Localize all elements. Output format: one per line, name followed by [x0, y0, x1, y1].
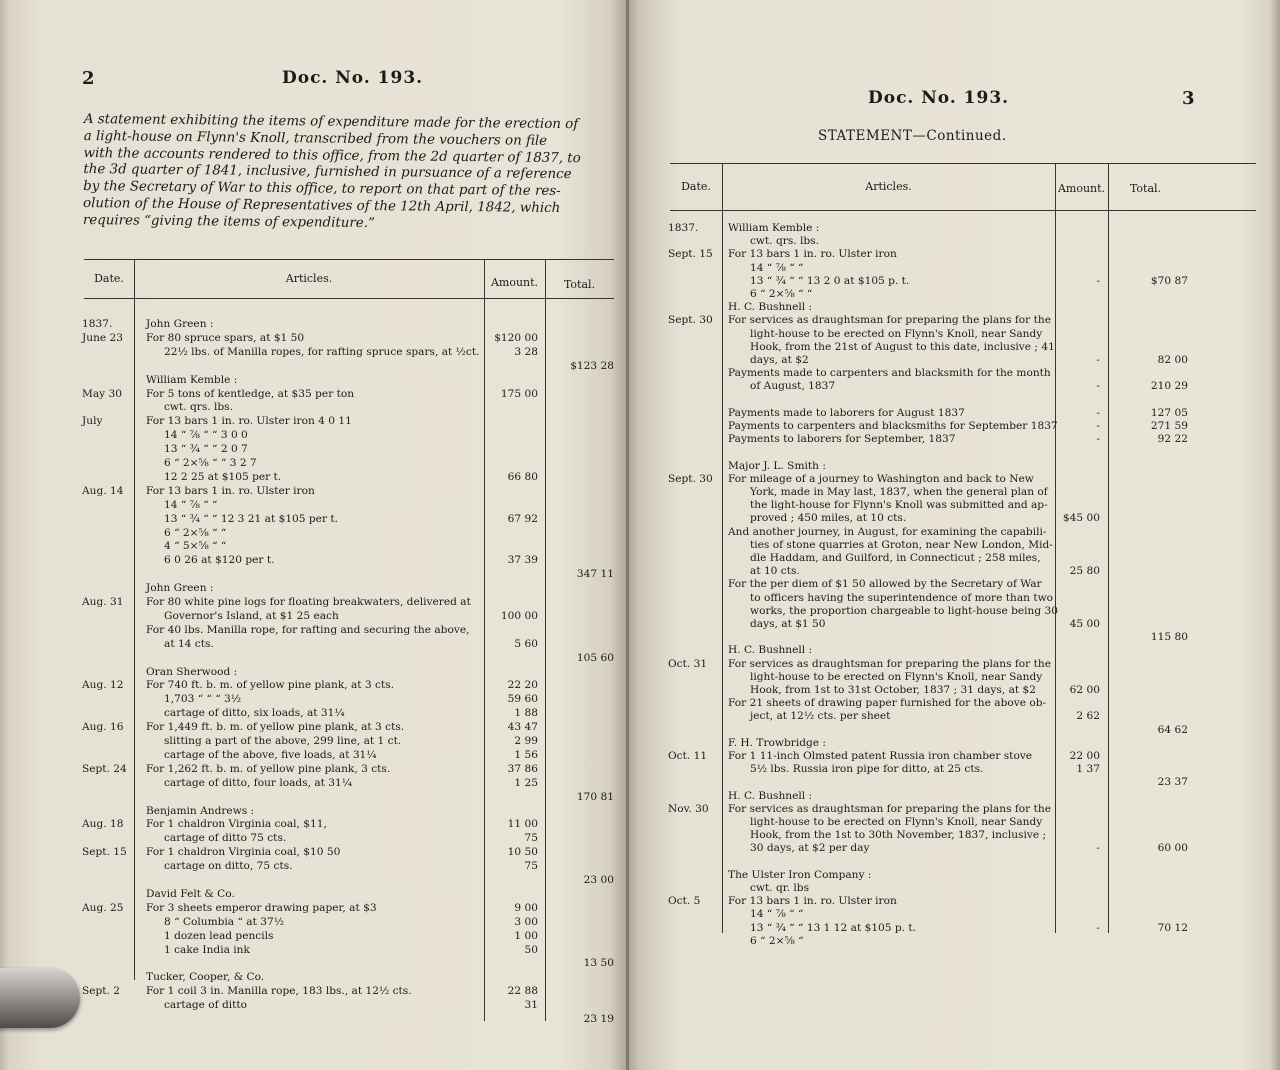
ledger-amount: 25 80: [1069, 565, 1100, 578]
ledger-article: For 13 bars 1 in. ro. Ulster iron: [146, 484, 315, 497]
ledger-article: cartage of ditto, six loads, at 31¼: [164, 707, 345, 720]
ledger-amount: 1 56: [514, 748, 538, 761]
spine-gutter: [626, 0, 629, 1070]
ledger-amount: 75: [524, 860, 538, 873]
ledger-amount: -: [1096, 420, 1100, 432]
ledger-article: cartage on ditto, 75 cts.: [164, 860, 293, 873]
ledger-article: dle Haddam, and Guilford, in Connecticut ; 258 miles,: [750, 552, 1041, 564]
ledger-amount: 22 88: [507, 985, 538, 998]
ledger-article: John Green :: [146, 582, 214, 595]
ledger-total: $123 28: [570, 359, 614, 372]
ledger-amount: 22 00: [1069, 750, 1100, 762]
intro-line: with the accounts rendered to this office, from the 2d quarter of 1837, to: [83, 145, 581, 166]
ledger-article: 1,703 “ “ “ 3½: [164, 693, 242, 706]
ledger-article: For 5 tons of kentledge, at $35 per ton: [146, 387, 355, 400]
ledger-date: Sept. 24: [82, 762, 127, 775]
ledger-article: For 21 sheets of drawing paper furnished for the above ob-: [728, 697, 1047, 710]
ledger-article: 6 “ 2×⅝ “ “ 3 2 7: [164, 457, 257, 469]
intro-line: a light-house on Flynn's Knoll, transcribed from the vouchers on file: [83, 128, 548, 149]
ledger-date: July: [82, 415, 103, 428]
ledger-article: For 80 white pine logs for floating breakwaters, delivered at: [146, 596, 471, 608]
ledger-article: slitting a part of the above, 299 line, at 1 ct.: [164, 735, 402, 747]
ledger-article: 5½ lbs. Russia iron pipe for ditto, at 25 cts.: [750, 763, 984, 776]
intro-line: by the Secretary of War to this office, to report on that part of the res-: [83, 179, 561, 200]
ledger-article: Tucker, Cooper, & Co.: [146, 971, 265, 984]
ledger-article: light-house to be erected on Flynn's Knoll, near Sandy: [750, 670, 1043, 683]
ledger-amount: 175 00: [500, 387, 538, 400]
ledger-article: Benjamin Andrews :: [146, 804, 255, 817]
ledger-article: 13 “ ¾ “ “ 13 1 12 at $105 p. t.: [750, 921, 917, 934]
header-date: Date.: [94, 272, 124, 285]
ledger-amount: 45 00: [1069, 618, 1100, 630]
ledger-article: 14 “ ⅞ “ “: [750, 908, 804, 921]
ledger-amount: $120 00: [494, 331, 538, 344]
ledger-article: Payments made to laborers for August 1837: [728, 406, 965, 419]
ledger-article: at 14 cts.: [164, 637, 214, 650]
ledger-article: For 1 chaldron Virginia coal, $11,: [146, 818, 327, 831]
ledger-amount: 31: [524, 999, 538, 1012]
ledger-article: 14 “ ⅞ “ “: [164, 498, 218, 511]
ledger-article: Hook, from the 1st to 30th November, 1837, inclusive ;: [750, 829, 1047, 842]
ledger-amount: -: [1096, 842, 1100, 855]
ledger-article: days, at $1 50: [750, 618, 826, 630]
doc-header: Doc. No. 193.: [282, 68, 424, 88]
ledger-amount: -: [1096, 921, 1100, 934]
ledger-amount: 1 37: [1076, 763, 1100, 776]
ledger-article: H. C. Bushnell :: [728, 789, 813, 802]
ledger-article: 30 days, at $2 per day: [750, 842, 870, 855]
ledger-article: light-house to be erected on Flynn's Knoll, near Sandy: [750, 327, 1043, 340]
ledger-article: 14 “ ⅞ “ “: [750, 261, 804, 274]
ledger-article: Major J. L. Smith :: [728, 459, 826, 472]
ledger-total: 115 80: [1150, 631, 1188, 644]
ledger-amount: $45 00: [1062, 512, 1100, 525]
ledger-date: Sept. 15: [668, 248, 713, 261]
ledger-article: 6 “ 2×⅝ “ “: [750, 288, 813, 300]
ledger-total: 70 12: [1157, 921, 1188, 934]
ledger-article: William Kemble :: [728, 222, 820, 234]
ledger-article: 8 “ Columbia “ at 37½: [164, 915, 284, 928]
ledger-amount: 2 62: [1076, 710, 1100, 723]
ledger-article: William Kemble :: [146, 373, 238, 386]
page-number: 3: [1182, 88, 1195, 109]
ledger-date: Oct. 11: [668, 750, 708, 762]
ledger-article: Hook, from 1st to 31st October, 1837 ; 31 days, at $2: [750, 684, 1036, 696]
ledger-article: at 10 cts.: [750, 565, 800, 578]
ledger-amount: 37 86: [507, 762, 538, 775]
ledger-article: cwt. qrs. lbs.: [164, 401, 233, 414]
ledger-article: days, at $2: [750, 354, 809, 366]
ledger-article: 6 “ 2×⅝ “: [750, 934, 804, 947]
ledger-amount: 100 00: [500, 609, 538, 622]
ledger-date: Sept. 30: [668, 314, 713, 327]
ledger-total: 170 81: [576, 790, 614, 803]
right-page: [630, 0, 1280, 1070]
ledger-article: 6 0 26 at $120 per t.: [164, 554, 275, 567]
ledger-article: of August, 1837: [750, 380, 836, 393]
ledger-article: the light-house for Flynn's Knoll was submitted and ap-: [750, 499, 1048, 512]
ledger-date: Aug. 14: [82, 484, 124, 497]
header-articles: Articles.: [285, 272, 333, 285]
ledger-article: H. C. Bushnell :: [728, 301, 813, 314]
ledger-amount: 9 00: [514, 901, 538, 914]
ledger-date: Nov. 30: [668, 802, 709, 815]
ledger-article: 13 “ ¾ “ “ 13 2 0 at $105 p. t.: [750, 274, 910, 287]
intro-line: requires “giving the items of expenditure.”: [82, 212, 375, 231]
header-total: Total.: [1129, 182, 1162, 195]
ledger-article: For the per diem of $1 50 allowed by the Secretary of War: [728, 578, 1042, 591]
ledger-article: 12 2 25 at $105 per t.: [164, 470, 282, 483]
ledger-article: ject, at 12½ cts. per sheet: [750, 710, 891, 723]
ledger-article: And another journey, in August, for examining the capabili-: [728, 525, 1047, 538]
header-articles: Articles.: [865, 180, 912, 193]
ledger-amount: 2 99: [514, 735, 538, 747]
ledger-total: 64 62: [1157, 723, 1188, 736]
ledger-article: ties of stone quarries at Groton, near New London, Mid-: [750, 538, 1053, 551]
ledger-amount: -: [1096, 380, 1100, 393]
ledger-amount: 22 20: [507, 679, 538, 692]
intro-paragraph: [83, 112, 614, 235]
ledger-article: John Green :: [146, 318, 214, 330]
ledger-amount: 3 28: [514, 345, 538, 358]
ledger-total: 92 22: [1157, 433, 1188, 446]
ledger-date: 1837.: [668, 222, 699, 234]
ledger-total: 105 60: [576, 651, 614, 664]
ledger-article: 1 cake India ink: [164, 943, 250, 956]
ledger-amount: -: [1096, 274, 1100, 287]
ledger-amount: 43 47: [507, 721, 538, 734]
left-page: [0, 0, 626, 1070]
ledger-article: For 1,262 ft. b. m. of yellow pine plank, 3 cts.: [146, 762, 391, 775]
ledger-date: Aug. 31: [82, 596, 124, 608]
ledger-article: For 80 spruce spars, at $1 50: [146, 331, 305, 344]
ledger-article: cwt. qr. lbs: [750, 882, 810, 894]
ledger-article: cartage of ditto 75 cts.: [164, 832, 287, 845]
ledger-amount: -: [1096, 433, 1100, 446]
ledger-amount: 75: [524, 832, 538, 845]
ledger-date: Sept. 15: [82, 846, 127, 859]
page-number: 2: [82, 68, 95, 89]
ledger-amount: 5 60: [514, 637, 538, 650]
ledger-article: David Felt & Co.: [146, 887, 235, 900]
ledger-article: Oran Sherwood :: [146, 665, 238, 678]
ledger-total: 23 19: [583, 1013, 614, 1025]
ledger-article: For mileage of a journey to Washington and back to New: [728, 472, 1034, 485]
ledger-amount: 67 92: [507, 512, 538, 525]
ledger-article: cwt. qrs. lbs.: [750, 235, 819, 248]
ledger-total: $70 87: [1150, 274, 1188, 287]
ledger-article: For 1,449 ft. b. m. of yellow pine plank, at 3 cts.: [146, 721, 405, 734]
ledger-article: 13 “ ¾ “ “ 2 0 7: [164, 443, 248, 456]
ledger-article: For 40 lbs. Manilla rope, for rafting and securing the above,: [146, 623, 470, 636]
ledger-total: 82 00: [1157, 354, 1188, 366]
ledger-article: Hook, from the 21st of August to this date, inclusive ; 41: [750, 340, 1055, 353]
ledger-date: Oct. 5: [668, 895, 701, 908]
ledger-date: Sept. 30: [668, 472, 713, 485]
ledger-amount: 1 88: [514, 707, 538, 720]
ledger-article: F. H. Trowbridge :: [728, 736, 826, 749]
ledger-article: 22½ lbs. of Manilla ropes, for rafting spruce spars, at ½ct.: [164, 345, 480, 358]
ledger-amount: -: [1096, 354, 1100, 366]
ledger-article: For services as draughtsman for preparing the plans for the: [728, 802, 1051, 815]
ledger-article: Payments to laborers for September, 1837: [728, 433, 956, 446]
statement-subtitle: STATEMENT—Continued.: [818, 128, 1007, 144]
ledger-article: Payments to carpenters and blacksmiths for September 1837: [728, 420, 1058, 432]
ledger-article: For services as draughtsman for preparing the plans for the: [728, 314, 1051, 327]
ledger-article: to officers having the superintendence of more than two: [750, 591, 1054, 604]
header-amount: Amount.: [1057, 182, 1106, 195]
ledger-article: For 1 11-inch Olmsted patent Russia iron chamber stove: [728, 750, 1033, 762]
ledger-date: May 30: [82, 387, 122, 400]
ledger-article: Governor's Island, at $1 25 each: [164, 609, 339, 622]
ledger-total: 271 59: [1150, 420, 1188, 432]
ledger-article: cartage of ditto, four loads, at 31¼: [164, 776, 353, 789]
ledger-amount: 62 00: [1069, 684, 1100, 696]
ledger-date: Aug. 18: [82, 818, 124, 831]
ledger-total: 347 11: [576, 568, 614, 581]
ledger-article: For 13 bars 1 in. ro. Ulster iron: [728, 895, 897, 908]
thumb-holding-book: [0, 968, 80, 1028]
ledger-article: cartage of ditto: [164, 999, 248, 1012]
ledger-article: For 740 ft. b. m. of yellow pine plank, at 3 cts.: [146, 679, 395, 692]
ledger-article: For 13 bars 1 in. ro. Ulster iron: [728, 248, 897, 261]
intro-line: the 3d quarter of 1841, inclusive, furnished in pursuance of a reference: [83, 162, 572, 183]
ledger-article: Payments made to carpenters and blacksmith for the month: [728, 367, 1051, 380]
ledger-date: Aug. 12: [82, 679, 124, 692]
ledger-date: 1837.: [82, 318, 113, 330]
ledger-date: Sept. 2: [82, 985, 121, 998]
ledger-total: 60 00: [1157, 842, 1188, 855]
ledger-article: 4 “ 5×⅝ “ “: [164, 540, 227, 553]
ledger-total: 23 37: [1157, 776, 1188, 789]
ledger-total: 210 29: [1150, 380, 1188, 393]
ledger-amount: 10 50: [507, 846, 538, 859]
ledger-article: The Ulster Iron Company :: [728, 868, 872, 881]
header-amount: Amount.: [490, 276, 539, 289]
ledger-date: Aug. 16: [82, 721, 124, 734]
ledger-article: For 1 chaldron Virginia coal, $10 50: [146, 846, 341, 859]
ledger-article: works, the proportion chargeable to light-house being 30: [750, 604, 1058, 617]
header-total: Total.: [563, 278, 596, 291]
ledger-amount: 1 00: [514, 929, 538, 942]
ledger-amount: 3 00: [514, 915, 538, 928]
ledger-amount: 37 39: [507, 554, 538, 567]
doc-header: Doc. No. 193.: [868, 88, 1010, 108]
ledger-total: 13 50: [583, 957, 614, 970]
ledger-article: For 13 bars 1 in. ro. Ulster iron 4 0 11: [146, 415, 352, 428]
ledger-date: Oct. 31: [668, 657, 708, 670]
ledger-article: 14 “ ⅞ “ “ 3 0 0: [164, 429, 248, 442]
ledger-article: cartage of the above, five loads, at 31¼: [164, 748, 377, 761]
ledger-article: York, made in May last, 1837, when the general plan of: [750, 486, 1048, 498]
ledger-article: H. C. Bushnell :: [728, 644, 813, 657]
ledger-amount: 11 00: [507, 818, 538, 831]
ledger-total: 127 05: [1150, 406, 1188, 419]
ledger-article: light-house to be erected on Flynn's Knoll, near Sandy: [750, 816, 1043, 828]
ledger-amount: 50: [524, 943, 538, 956]
ledger-total: 23 00: [583, 874, 614, 886]
ledger-amount: -: [1096, 406, 1100, 419]
ledger-article: 6 “ 2×⅝ “ “: [164, 526, 227, 539]
ledger-article: For 1 coil 3 in. Manilla rope, 183 lbs., at 12½ cts.: [146, 985, 412, 998]
intro-line: A statement exhibiting the items of expenditure made for the erection of: [83, 112, 579, 133]
ledger-amount: 66 80: [507, 470, 538, 483]
header-date: Date.: [681, 180, 711, 193]
ledger-article: For 3 sheets emperor drawing paper, at $3: [146, 901, 377, 914]
ledger-date: June 23: [82, 331, 124, 344]
ledger-article: For services as draughtsman for preparing the plans for the: [728, 657, 1051, 670]
ledger-date: Aug. 25: [82, 901, 124, 914]
ledger-article: 1 dozen lead pencils: [164, 929, 274, 942]
ledger-amount: 1 25: [514, 776, 538, 789]
ledger-article: proved ; 450 miles, at 10 cts.: [750, 512, 907, 525]
ledger-amount: 59 60: [507, 693, 538, 706]
ledger-article: 13 “ ¾ “ “ 12 3 21 at $105 per t.: [164, 512, 339, 525]
intro-line: olution of the House of Representatives of the 12th April, 1842, which: [82, 195, 561, 216]
